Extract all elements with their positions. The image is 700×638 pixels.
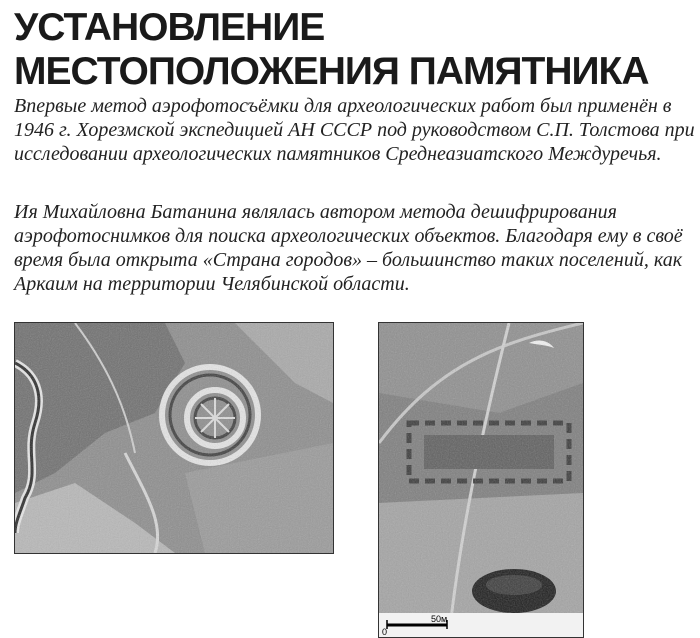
scale-zero-label: 0 [382,627,388,637]
paragraph-second: Ия Михайловна Батанина являлась автором метода дешифрирования аэрофотоснимков для поиска археологических объектов. Благодаря ему в своё время была открыта «Страна городов» – большинство таких поселений, как Аркаим на территории Челябинской области. [14,201,683,295]
aerial-photo-settlement [378,322,584,638]
page-title [14,6,694,94]
title-line-2: МЕСТОПОЛОЖЕНИЯ ПАМЯТНИКА [14,50,649,93]
scale-bar [379,613,583,637]
paragraph-first: Впервые метод аэрофотосъёмки для археологических работ был применён в 1946 г. Хорезмской экспедицией АН СССР под руководством С.П. Толстова при исследовании археологических памятников Среднеазиатского Междуречья. [14,95,695,165]
aerial-photo-arkaim [14,322,334,554]
title-line-1: УСТАНОВЛЕНИЕ [14,6,325,49]
scale-end-label: 50м [431,614,448,624]
